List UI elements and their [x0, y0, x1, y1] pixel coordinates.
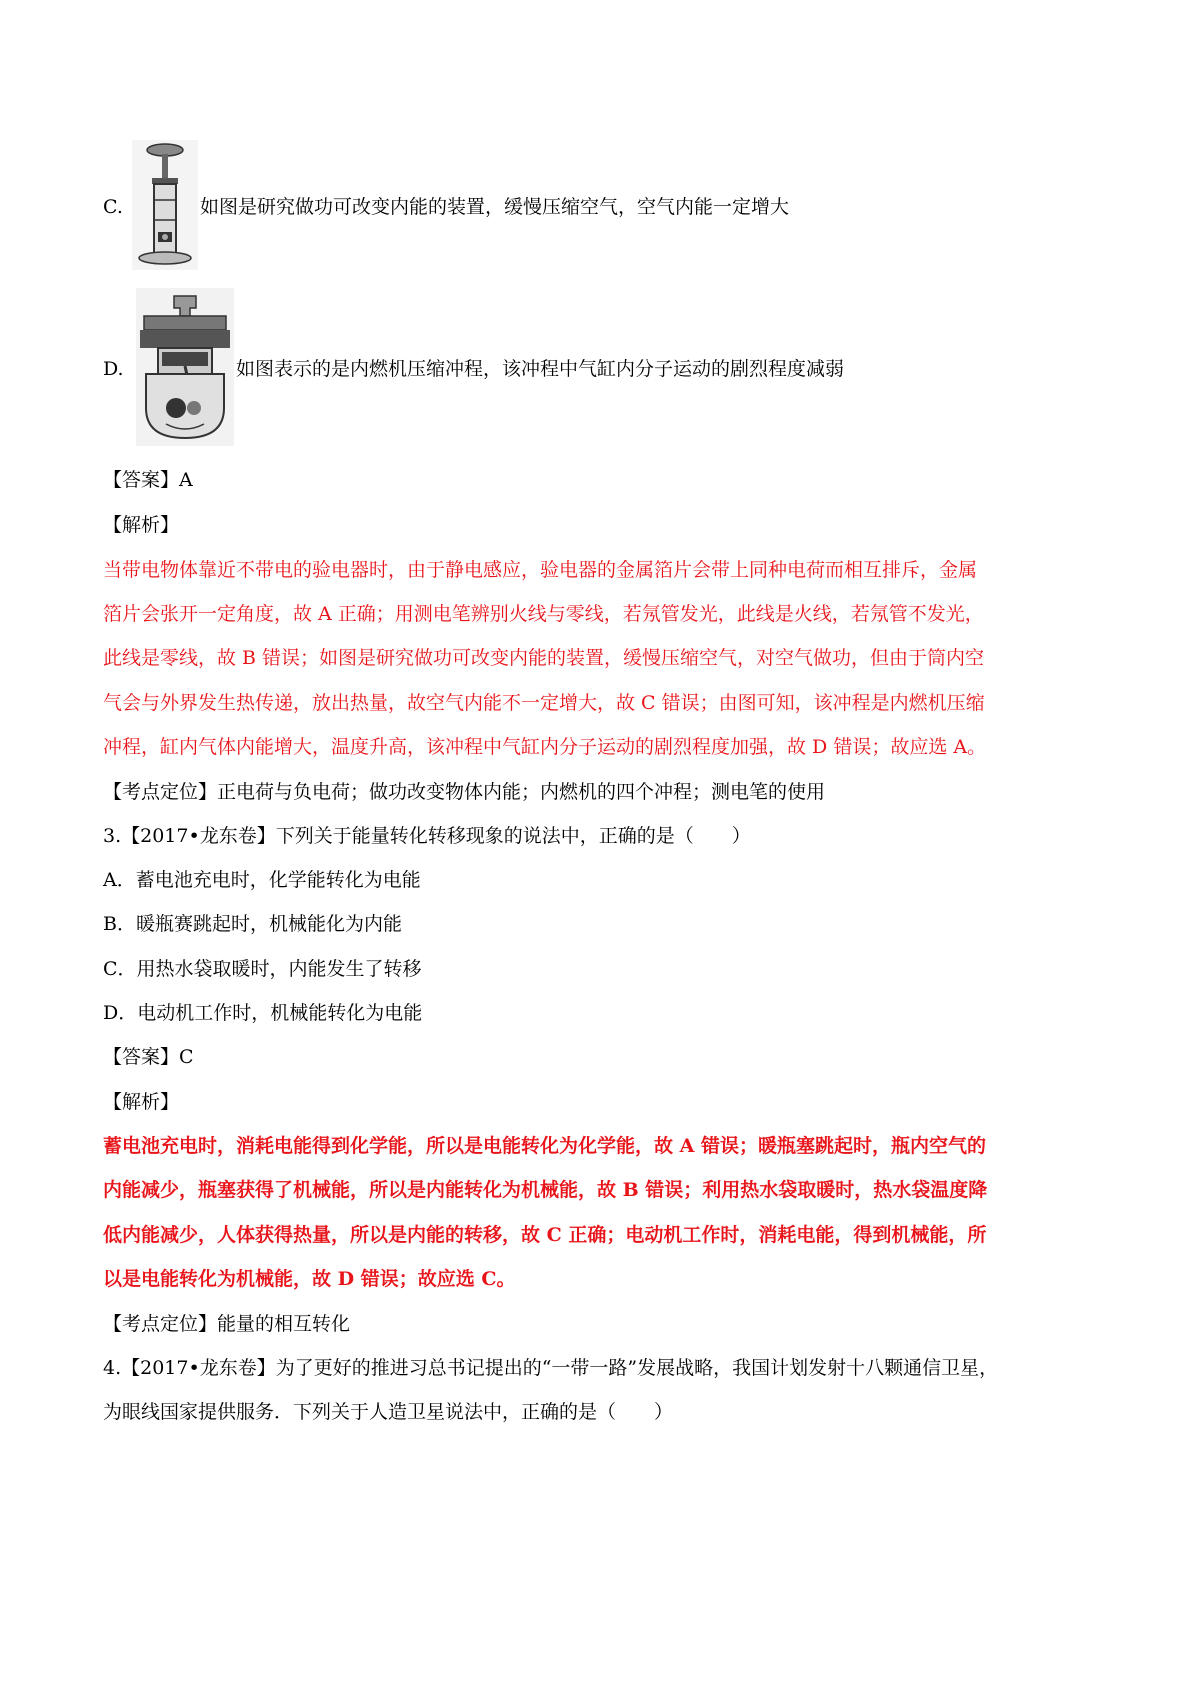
q4-stem-line: 4.【2017•龙东卷】为了更好的推进习总书记提出的“一带一路”发展战略，我国计划发射十八颗通信卫星，	[103, 1357, 999, 1379]
q3-analysis-line: 低内能减少，人体获得热量，所以是内能的转移，故 C 正确；电动机工作时，消耗电能，得到机械能，所	[103, 1224, 987, 1246]
q2-answer: 【答案】A	[103, 469, 193, 491]
q4-stem-line: 为眼线国家提供服务．下列关于人造卫星说法中，正确的是（ ）	[103, 1401, 674, 1423]
q3-analysis-line: 内能减少，瓶塞获得了机械能，所以是内能转化为机械能，故 B 错误；利用热水袋取暖时，热水袋温度降	[103, 1179, 988, 1201]
air-compression-figure	[132, 140, 198, 270]
q3-answer: 【答案】C	[103, 1046, 194, 1068]
engine-figure	[136, 288, 234, 446]
option-c-letter: C.	[103, 196, 123, 218]
q3-analysis-line: 以是电能转化为机械能，故 D 错误；故应选 C。	[103, 1268, 516, 1290]
q2-kaodian: 【考点定位】正电荷与负电荷；做功改变物体内能；内燃机的四个冲程；测电笔的使用	[103, 781, 826, 803]
q2-analysis-line: 冲程，缸内气体内能增大，温度升高，该冲程中气缸内分子运动的剧烈程度加强，故 D 错误；故应选 A。	[103, 736, 987, 758]
q2-analysis-line: 当带电物体靠近不带电的验电器时，由于静电感应，验电器的金属箔片会带上同种电荷而相互排斥，金属	[103, 559, 978, 581]
q3-option-c: C．用热水袋取暖时，内能发生了转移	[103, 958, 422, 980]
option-d-text: 如图表示的是内燃机压缩冲程，该冲程中气缸内分子运动的剧烈程度减弱	[236, 358, 845, 380]
air-compression-pump-icon	[132, 140, 198, 270]
q3-stem: 3.【2017•龙东卷】下列关于能量转化转移现象的说法中，正确的是（ ）	[103, 825, 751, 847]
q3-option-a: A．蓄电池充电时，化学能转化为电能	[103, 869, 421, 891]
q3-analysis-line: 蓄电池充电时，消耗电能得到化学能，所以是电能转化为化学能，故 A 错误；暖瓶塞跳起时，瓶内空气的	[103, 1135, 986, 1157]
option-d-letter: D.	[103, 358, 124, 380]
q2-analysis-line: 箔片会张开一定角度，故 A 正确；用测电笔辨别火线与零线，若氖管发光，此线是火线，若氖管不发光，	[103, 603, 984, 625]
q3-analysis-label: 【解析】	[103, 1091, 180, 1113]
q3-option-d: D．电动机工作时，机械能转化为电能	[103, 1002, 423, 1024]
q3-option-b: B．暖瓶赛跳起时，机械能化为内能	[103, 913, 402, 935]
option-c-text: 如图是研究做功可改变内能的装置，缓慢压缩空气，空气内能一定增大	[200, 196, 790, 218]
q2-analysis-line: 此线是零线，故 B 错误；如图是研究做功可改变内能的装置，缓慢压缩空气，对空气做功，但由于筒内空	[103, 647, 985, 669]
q2-analysis-label: 【解析】	[103, 514, 180, 536]
internal-combustion-engine-icon	[136, 288, 234, 446]
q2-analysis-line: 气会与外界发生热传递，放出热量，故空气内能不一定增大，故 C 错误；由图可知，该冲程是内燃机压缩	[103, 692, 985, 714]
q3-kaodian: 【考点定位】能量的相互转化	[103, 1313, 351, 1335]
